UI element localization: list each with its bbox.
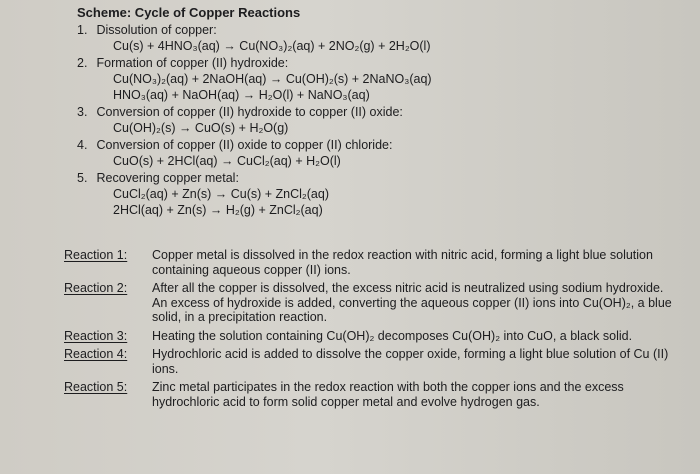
step-4 — [77, 137, 677, 153]
step-2 — [77, 55, 677, 71]
reaction-2 — [64, 281, 674, 325]
reaction-label: Reaction 4: — [64, 347, 128, 361]
step-1 — [77, 22, 677, 38]
reaction-text: Copper metal is dissolved in the redox reaction with nitric acid, forming a light blue solution containing aqueous copper (II) ions. — [152, 248, 653, 277]
equation: HNO₃(aq) + NaOH(aq) → H₂O(l) + NaNO₃(aq) — [113, 88, 370, 102]
reaction-label: Reaction 3: — [64, 328, 128, 343]
step-3 — [77, 104, 677, 120]
reaction-5 — [64, 380, 674, 409]
reaction-1 — [64, 248, 674, 277]
scheme-section — [77, 5, 677, 218]
reaction-text: Zinc metal participates in the redox reaction with both the copper ions and the excess hydrochloric acid to form solid copper metal and evolve hydrogen gas. — [152, 380, 624, 409]
reaction-3 — [64, 329, 674, 344]
reaction-descriptions — [64, 248, 674, 413]
step-number: 1. — [77, 23, 88, 37]
reaction-text: Hydrochloric acid is added to dissolve the copper oxide, forming a light blue solution of Cu (II) ions. — [152, 347, 669, 376]
equation: Cu(OH)₂(s) → CuO(s) + H₂O(g) — [113, 121, 289, 135]
reaction-text: After all the copper is dissolved, the excess nitric acid is neutralized using sodium hydroxide. An excess of hydroxide is added, converting the aqueous copper (II) ions into Cu(OH)₂, a blue solid, in a precipitation reaction. — [152, 281, 672, 324]
equation: 2HCl(aq) + Zn(s) → H₂(g) + ZnCl₂(aq) — [113, 203, 323, 217]
equation: Cu(s) + 4HNO₃(aq) → Cu(NO₃)₂(aq) + 2NO₂(g) + 2H₂O(l) — [113, 39, 431, 53]
step-title: Conversion of copper (II) oxide to copper (II) chloride: — [96, 138, 393, 152]
step-5 — [77, 170, 677, 186]
reaction-4 — [64, 347, 674, 376]
equation: CuO(s) + 2HCl(aq) → CuCl₂(aq) + H₂O(l) — [113, 154, 341, 168]
step-title: Dissolution of copper: — [96, 23, 217, 37]
step-title: Conversion of copper (II) hydroxide to copper (II) oxide: — [96, 105, 403, 119]
step-number: 2. — [77, 56, 88, 70]
reaction-label: Reaction 5: — [64, 380, 128, 394]
reaction-label: Reaction 2: — [64, 281, 128, 295]
step-number: 3. — [77, 105, 88, 119]
equation: CuCl₂(aq) + Zn(s) → Cu(s) + ZnCl₂(aq) — [113, 187, 329, 201]
step-number: 5. — [77, 171, 88, 185]
step-title: Recovering copper metal: — [96, 171, 239, 185]
step-number: 4. — [77, 138, 88, 152]
step-title: Formation of copper (II) hydroxide: — [96, 56, 289, 70]
reaction-text: Heating the solution containing Cu(OH)₂ decomposes Cu(OH)₂ into CuO, a black solid. — [152, 328, 633, 343]
reaction-label: Reaction 1: — [64, 248, 128, 262]
equation: Cu(NO₃)₂(aq) + 2NaOH(aq) → Cu(OH)₂(s) + 2NaNO₃(aq) — [113, 72, 432, 86]
scheme-title: Scheme: Cycle of Copper Reactions — [77, 5, 301, 20]
